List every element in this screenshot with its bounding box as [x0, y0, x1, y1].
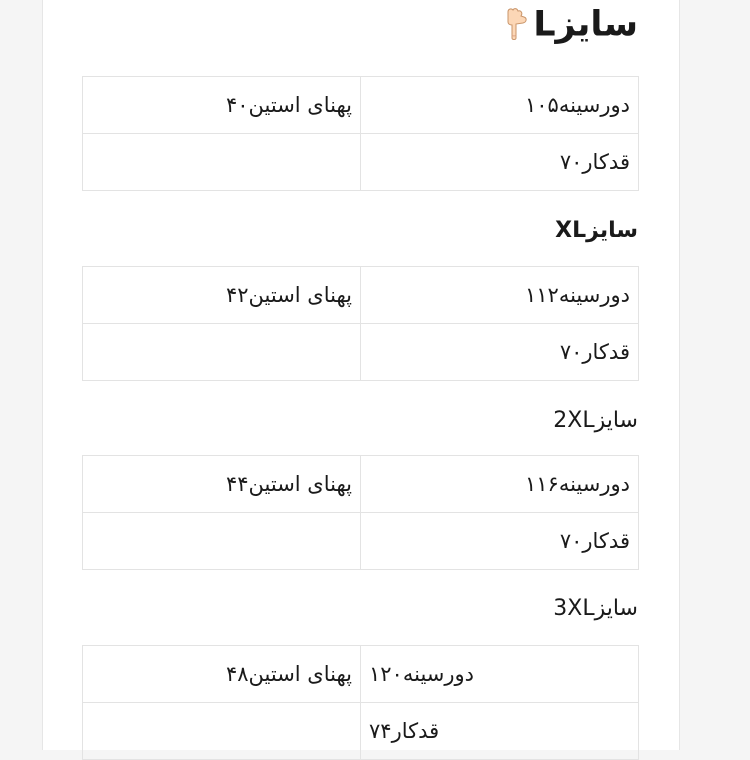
sleeve-width-cell: پهنای استین۴۴ [83, 456, 361, 513]
table-row [83, 513, 639, 570]
length-cell: قدکار۷۰ [361, 134, 639, 191]
sleeve-width-cell: پهنای استین۴۰ [83, 77, 361, 134]
empty-cell [83, 513, 361, 570]
size-table-2xl [82, 455, 639, 570]
chest-cell [361, 646, 639, 703]
chest-cell: دورسینه۱۱۲ [361, 267, 639, 324]
sleeve-width-cell: پهنای استین۴۸ [83, 646, 361, 703]
length-cell: قدکار۷۰ [361, 324, 639, 381]
pointing-down-hand-icon [501, 4, 531, 47]
table-row [83, 456, 639, 513]
table-row [83, 77, 639, 134]
size-table-l [82, 76, 639, 191]
sleeve-width-cell: پهنای استین۴۲ [83, 267, 361, 324]
empty-cell [83, 134, 361, 191]
size-table-3xl [82, 645, 639, 760]
length-cell [361, 703, 639, 760]
table-row [83, 134, 639, 191]
length-cell: قدکار۷۰ [361, 513, 639, 570]
section-title-xl: سایزXL [555, 218, 638, 243]
section-title-2xl: سایز2XL [553, 408, 638, 433]
table-row [83, 267, 639, 324]
section-title-l-text: سایزL [533, 4, 638, 45]
chest-cell: دورسینه۱۱۶ [361, 456, 639, 513]
chest-cell-text: دورسینه۱۲۰ [369, 661, 475, 686]
length-cell-text: قدکار۷۴ [369, 718, 440, 743]
table-row [83, 646, 639, 703]
section-title-3xl: سایز3XL [553, 596, 638, 621]
table-row [83, 703, 639, 760]
section-title-l [501, 4, 638, 47]
empty-cell [83, 703, 361, 760]
size-table-xl [82, 266, 639, 381]
table-row [83, 324, 639, 381]
chest-cell: دورسینه۱۰۵ [361, 77, 639, 134]
empty-cell [83, 324, 361, 381]
